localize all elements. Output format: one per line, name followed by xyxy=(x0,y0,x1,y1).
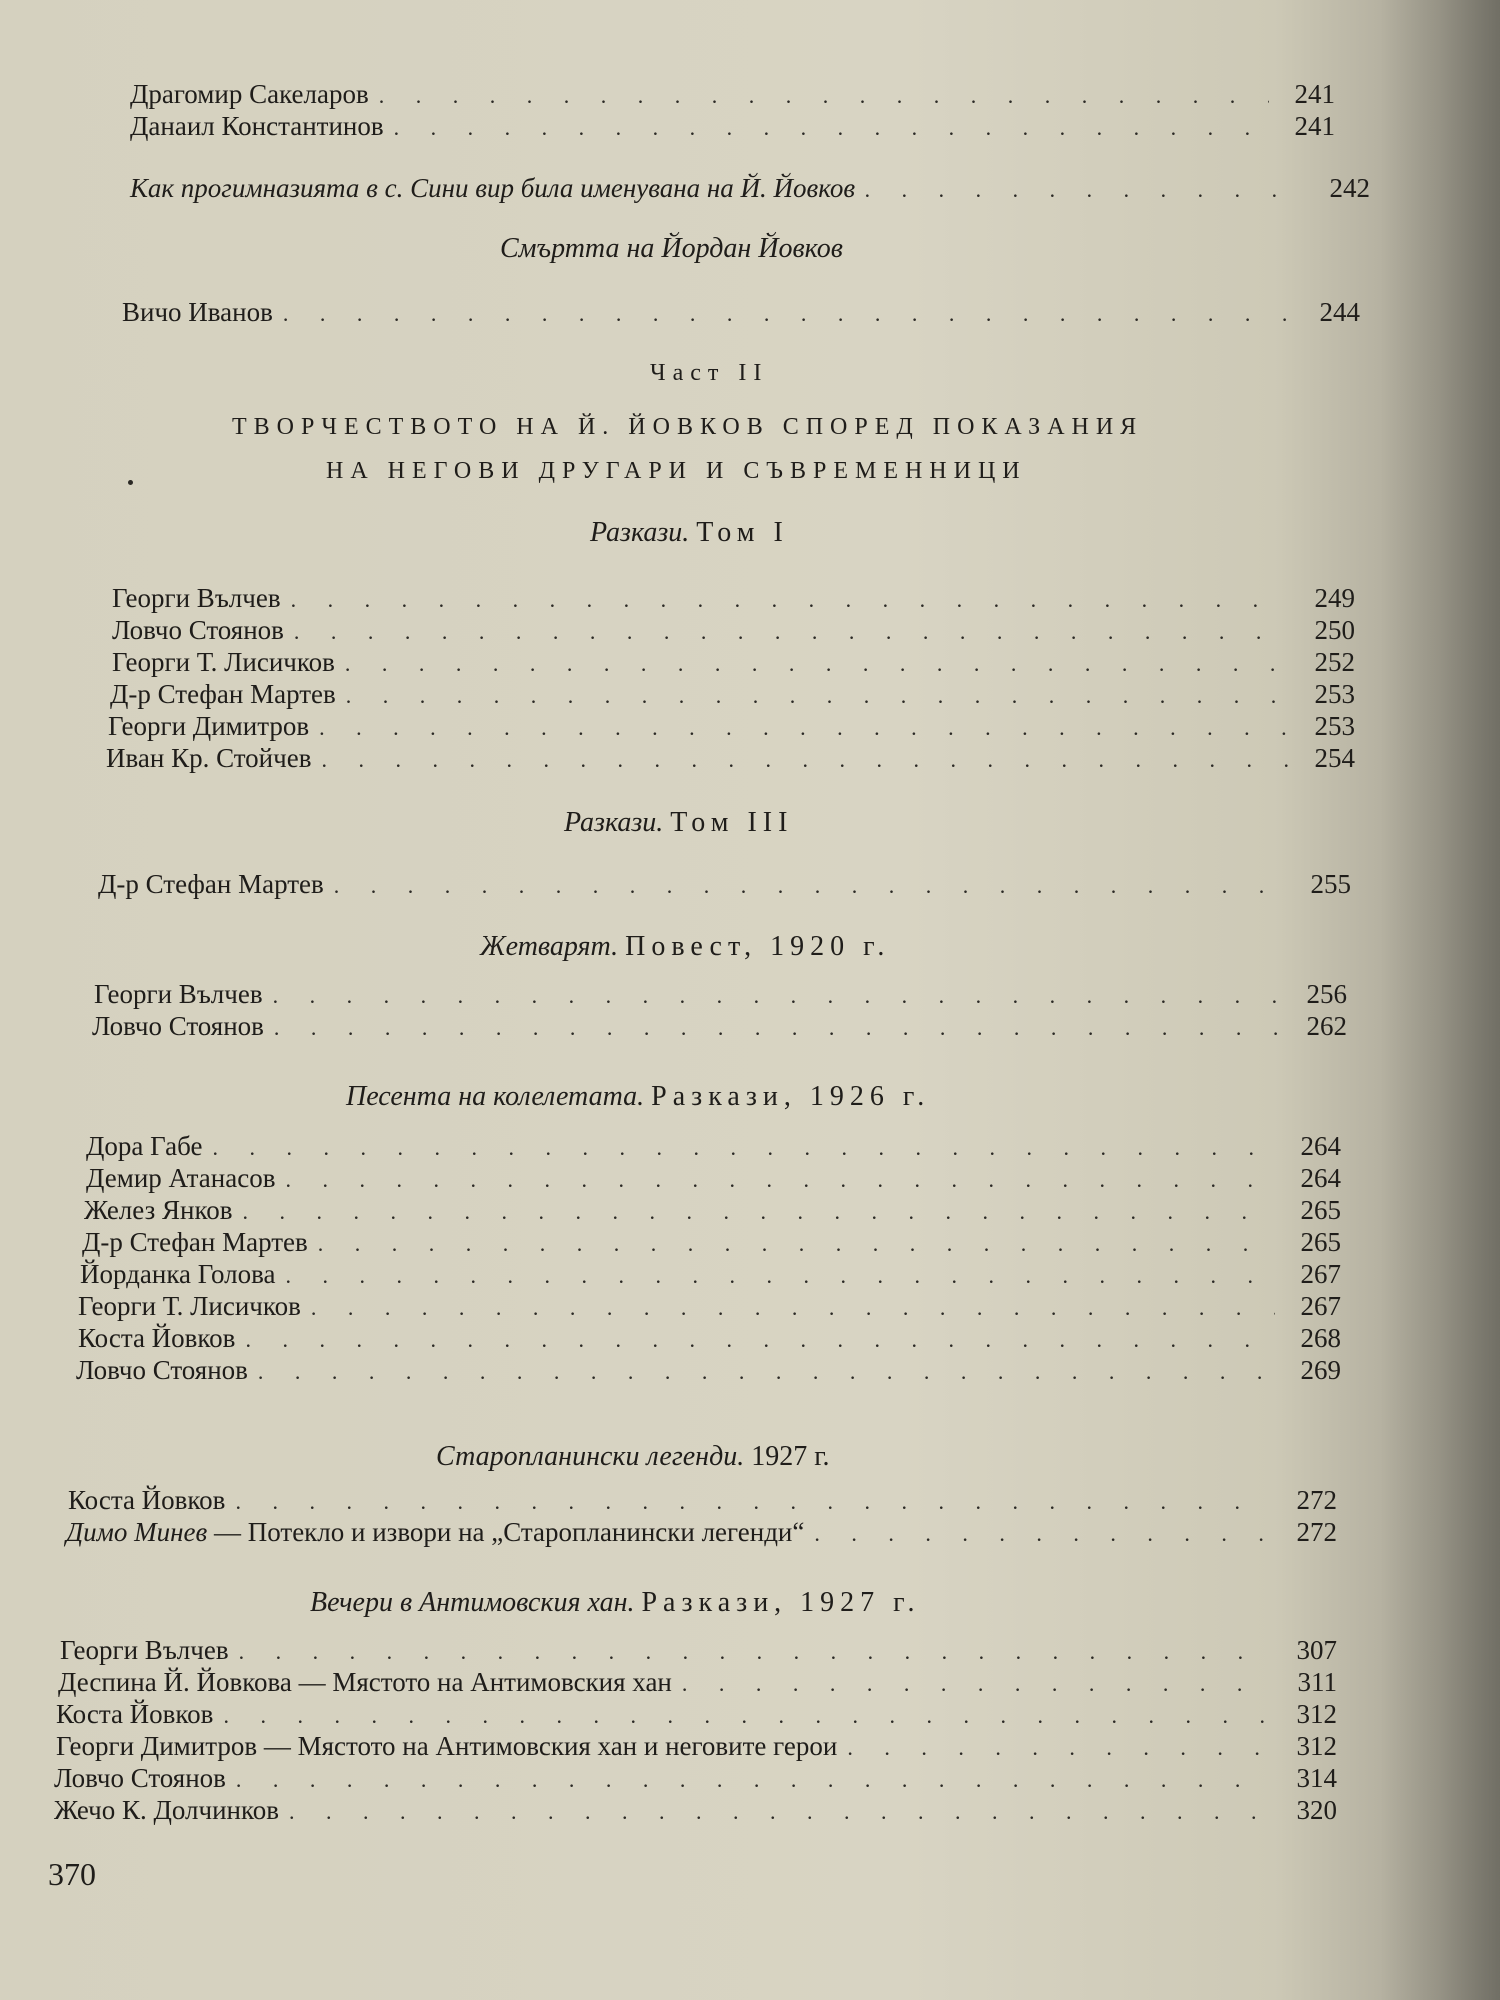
toc-entry xyxy=(56,1730,1337,1764)
leader-dots xyxy=(274,1012,1281,1044)
section-heading-subtitle: Разкази, 1927 г. xyxy=(641,1587,921,1618)
leader-dots xyxy=(235,1486,1271,1518)
part-label: Част II xyxy=(650,360,769,386)
leader-dots xyxy=(273,980,1281,1012)
section-heading xyxy=(564,806,793,840)
leader-dots xyxy=(286,1260,1276,1292)
entry-page: 253 xyxy=(1314,679,1355,709)
toc-entry xyxy=(78,1290,1341,1324)
entry-page: 244 xyxy=(1319,297,1360,327)
entry-page: 256 xyxy=(1306,979,1347,1009)
leader-dots xyxy=(258,1356,1275,1388)
toc-entry xyxy=(86,1130,1341,1164)
leader-dots xyxy=(394,112,1269,144)
leader-dots xyxy=(242,1196,1275,1228)
toc-entry xyxy=(84,1194,1341,1228)
toc-entry xyxy=(112,582,1355,616)
leader-dots xyxy=(223,1700,1271,1732)
toc-entry xyxy=(68,1484,1337,1518)
leader-dots xyxy=(379,80,1269,112)
leader-dots xyxy=(321,744,1289,776)
entry-page: 249 xyxy=(1314,583,1355,613)
entry-page: 311 xyxy=(1297,1667,1337,1697)
entry-name xyxy=(66,1516,814,1548)
leader-dots xyxy=(289,1796,1271,1828)
leader-dots xyxy=(212,1132,1275,1164)
entry-name: Ловчо Стоянов xyxy=(76,1355,248,1385)
entry-page: 314 xyxy=(1296,1763,1337,1793)
leader-dots xyxy=(847,1732,1271,1764)
entry-name: Ловчо Стоянов xyxy=(92,1011,264,1041)
entry-page: 264 xyxy=(1300,1131,1341,1161)
toc-entry xyxy=(60,1634,1337,1668)
toc-entry xyxy=(58,1666,1337,1700)
entry-page: 269 xyxy=(1300,1355,1341,1385)
leader-dots xyxy=(345,648,1289,680)
section-heading xyxy=(480,930,890,964)
print-speck xyxy=(128,480,133,485)
entry-name: Д-р Стефан Мартев xyxy=(82,1227,308,1257)
entry-page: 262 xyxy=(1306,1011,1347,1041)
section-heading-title: Песента на колелетата. xyxy=(346,1081,645,1112)
entry-name: Коста Йовков xyxy=(56,1699,214,1729)
section-heading xyxy=(436,1440,830,1474)
entry-page: 307 xyxy=(1296,1635,1337,1665)
entry-name: Ловчо Стоянов xyxy=(112,615,284,645)
section-heading-title: Разкази. xyxy=(590,517,690,548)
entry-name: Жечо К. Долчинков xyxy=(54,1795,279,1825)
part-title-line2: НА НЕГОВИ ДРУГАРИ И СЪВРЕМЕННИЦИ xyxy=(326,458,1027,484)
section-heading xyxy=(310,1586,921,1620)
entry-name: Иван Кр. Стойчев xyxy=(106,743,312,773)
entry-page: 312 xyxy=(1296,1699,1337,1729)
section-heading-title: Разкази. xyxy=(564,807,664,838)
entry-name: Георги Т. Лисичков xyxy=(78,1291,301,1321)
leader-dots xyxy=(346,680,1289,712)
entry-page: 250 xyxy=(1314,615,1355,645)
entry-name: Вичо Иванов xyxy=(122,297,273,327)
leader-dots xyxy=(319,712,1289,744)
entry-page: 272 xyxy=(1296,1517,1337,1547)
toc-entry xyxy=(92,1010,1347,1044)
entry-name: Дора Габе xyxy=(86,1131,203,1161)
toc-entry xyxy=(54,1794,1337,1828)
entry-page: 253 xyxy=(1314,711,1355,741)
entry-page: 241 xyxy=(1294,111,1335,141)
toc-entry xyxy=(122,296,1360,330)
entry-name: Георги Вълчев xyxy=(112,583,281,613)
leader-dots xyxy=(318,1228,1275,1260)
entry-name: Д-р Стефан Мартев xyxy=(98,869,324,899)
section-heading: Смъртта на Йордан Йовков xyxy=(500,233,843,264)
entry-page: 265 xyxy=(1300,1195,1341,1225)
entry-page: 255 xyxy=(1310,869,1351,899)
entry-name: Желез Янков xyxy=(84,1195,233,1225)
entry-name: Деспина Й. Йовкова — Мястото на Антимовския хан xyxy=(58,1667,672,1697)
toc-entry xyxy=(106,742,1355,776)
section-heading-title: Жетварят. xyxy=(480,931,619,962)
page-number: 370 xyxy=(48,1856,96,1892)
leader-dots xyxy=(334,870,1285,902)
part-title-line1: ТВОРЧЕСТВОТО НА Й. ЙОВКОВ СПОРЕД ПОКАЗАНИЯ xyxy=(232,414,1144,440)
section-heading-subtitle: Том I xyxy=(696,517,789,548)
toc-entry xyxy=(108,710,1355,744)
entry-page: 272 xyxy=(1296,1485,1337,1515)
leader-dots xyxy=(291,584,1289,616)
leader-dots xyxy=(682,1668,1271,1700)
toc-entry xyxy=(66,1516,1337,1550)
entry-page: 268 xyxy=(1300,1323,1341,1353)
toc-entry xyxy=(94,978,1347,1012)
entry-page: 320 xyxy=(1296,1795,1337,1825)
entry-name: Коста Йовков xyxy=(78,1323,236,1353)
toc-entry xyxy=(98,868,1351,902)
entry-page: 312 xyxy=(1296,1731,1337,1761)
entry-name: Георги Т. Лисичков xyxy=(112,647,335,677)
entry-page: 241 xyxy=(1294,79,1335,109)
toc-entry xyxy=(130,110,1335,144)
section-heading-subtitle: Том III xyxy=(670,807,794,838)
entry-page: 242 xyxy=(1329,173,1370,203)
toc-entry xyxy=(110,678,1355,712)
toc-entry xyxy=(86,1162,1341,1196)
entry-name: Демир Атанасов xyxy=(86,1163,276,1193)
entry-name: Георги Димитров xyxy=(108,711,310,741)
section-heading-title: Вечери в Антимовския хан. xyxy=(310,1587,635,1618)
toc-entry xyxy=(76,1354,1341,1388)
leader-dots xyxy=(294,616,1289,648)
section-heading-subtitle: 1927 г. xyxy=(751,1441,830,1472)
toc-entry xyxy=(130,78,1335,112)
entry-name: Данаил Константинов xyxy=(130,111,384,141)
toc-entry xyxy=(82,1226,1341,1260)
toc-entry xyxy=(112,614,1355,648)
entry-page: 265 xyxy=(1300,1227,1341,1257)
toc-entry-article xyxy=(130,172,1370,206)
leader-dots xyxy=(285,1164,1275,1196)
entry-page: 267 xyxy=(1300,1259,1341,1289)
entry-article: — Потекло и извори на „Старопланински легенди“ xyxy=(207,1517,805,1547)
toc-entry xyxy=(112,646,1355,680)
section-heading xyxy=(346,1080,930,1114)
entry-page: 264 xyxy=(1300,1163,1341,1193)
entry-name: Коста Йовков xyxy=(68,1485,226,1515)
entry-name: Георги Димитров — Мястото на Антимовския хан и неговите герои xyxy=(56,1731,838,1761)
section-heading xyxy=(590,516,789,550)
leader-dots xyxy=(814,1518,1271,1550)
toc-entry xyxy=(80,1258,1341,1292)
section-heading-subtitle: Разкази, 1926 г. xyxy=(651,1081,931,1112)
entry-name: Георги Вълчев xyxy=(94,979,263,1009)
leader-dots xyxy=(236,1764,1271,1796)
entry-author: Димо Минев xyxy=(66,1517,208,1547)
entry-name: Йорданка Голова xyxy=(80,1259,276,1289)
leader-dots xyxy=(245,1324,1275,1356)
leader-dots xyxy=(865,174,1304,206)
leader-dots xyxy=(311,1292,1275,1324)
toc-entry xyxy=(78,1322,1341,1356)
entry-page: 267 xyxy=(1300,1291,1341,1321)
leader-dots xyxy=(283,298,1294,330)
entry-name: Георги Вълчев xyxy=(60,1635,229,1665)
entry-name: Ловчо Стоянов xyxy=(54,1763,226,1793)
section-heading-subtitle: Повест, 1920 г. xyxy=(625,931,891,962)
entry-page: 254 xyxy=(1314,743,1355,773)
toc-entry xyxy=(54,1762,1337,1796)
article-title: Как прогимназията в с. Сини вир била именувана на Й. Йовков xyxy=(130,173,856,203)
entry-page: 252 xyxy=(1314,647,1355,677)
entry-name: Драгомир Сакеларов xyxy=(130,79,369,109)
section-heading-title: Старопланински легенди. xyxy=(436,1441,745,1472)
leader-dots xyxy=(239,1636,1271,1668)
toc-entry xyxy=(56,1698,1337,1732)
entry-name: Д-р Стефан Мартев xyxy=(110,679,336,709)
